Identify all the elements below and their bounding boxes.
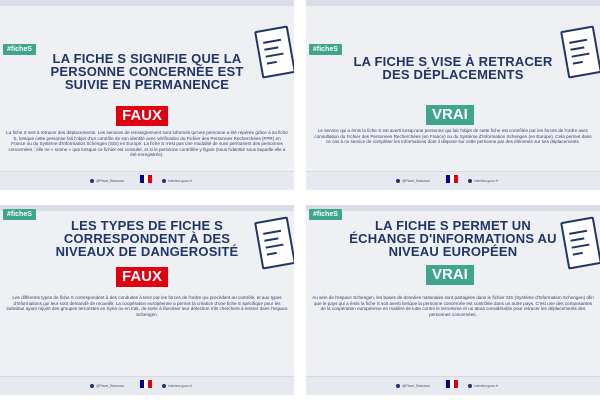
card-body-text: Les différents types de fiche S correspondent à des conduites à tenir par les forces de l'ordre qui procèdent au contrôle, et aux types d'informations qui leur sont demandé de recueillir. La coopération européenne a permis la création d'une fiche S spécifique pour les individus ayant rejoint des groupes terroristes en Syrie ou en Irak, de sorte à favoriser leur détection s'ils cherchent à rentrer dans l'espace Schengen. — [6, 295, 288, 317]
card-top-bar — [0, 205, 294, 211]
info-card-2 — [306, 0, 600, 190]
card-footer — [306, 376, 600, 395]
twitter-icon — [90, 179, 94, 183]
info-card-4 — [306, 205, 600, 395]
hashtag-label: #ficheS — [3, 44, 36, 55]
document-icon — [560, 216, 600, 269]
twitter-icon — [396, 179, 400, 183]
marianne-logo — [446, 175, 458, 183]
document-icon — [560, 25, 600, 78]
info-card-1 — [0, 0, 294, 190]
footer-site: interieur.gouv.fr — [468, 179, 498, 183]
globe-icon — [468, 179, 472, 183]
hashtag-label: #ficheS — [3, 209, 36, 220]
marianne-logo — [140, 380, 152, 388]
verdict-badge: FAUX — [116, 267, 168, 287]
hashtag-label: #ficheS — [309, 44, 342, 55]
verdict-badge: FAUX — [116, 106, 168, 126]
footer-handle: @Place_Beauvau — [90, 179, 124, 183]
info-card-3 — [0, 205, 294, 395]
card-top-bar — [306, 0, 600, 6]
card-title: LA FICHE S VISE À RETRACER DES DÉPLACEMENTS — [353, 54, 553, 82]
footer-handle: @Place_Beauvau — [396, 384, 430, 388]
document-icon — [254, 216, 294, 269]
card-title: LES TYPES DE FICHE S CORRESPONDENT À DES NIVEAUX DE DANGEROSITÉ — [55, 218, 239, 259]
marianne-logo — [446, 380, 458, 388]
footer-site: interieur.gouv.fr — [162, 384, 192, 388]
card-title: LA FICHE S SIGNIFIE QUE LA PERSONNE CONCERNÉE EST SUIVIE EN PERMANENCE — [50, 51, 244, 92]
footer-site: interieur.gouv.fr — [468, 384, 498, 388]
globe-icon — [468, 384, 472, 388]
document-icon — [254, 25, 294, 78]
card-footer — [0, 171, 294, 190]
footer-handle: @Place_Beauvau — [90, 384, 124, 388]
globe-icon — [162, 384, 166, 388]
hashtag-label: #ficheS — [309, 209, 342, 220]
verdict-badge: VRAI — [426, 105, 474, 125]
footer-site: interieur.gouv.fr — [162, 179, 192, 183]
globe-icon — [162, 179, 166, 183]
footer-handle: @Place_Beauvau — [396, 179, 430, 183]
card-top-bar — [0, 0, 294, 6]
card-body-text: La fiche S sert à retracer des déplacements. Les services de renseignement sont informés qu'une personne a été repérée grâce à sa fiche S, lorsque cette personne fait l'objet d'un contrôle de son identité avec vérification du Fichier des Personnes Recherchées (FPR) en France ou du Système d'Information Schengen (SIS) en Europe. La fiche S n'est pas une modalité de suivi permanent des personnes concernées : elle ne « sonne » que lorsque ce fichier est consulté, et si la personne contrôlée y figure (sous l'identité sous laquelle elle a été enregistrée). — [6, 130, 288, 158]
card-body-text: Le service qui a émis la fiche S est averti lorsqu'une personne qui fait l'objet de cette fiche est contrôlée par les forces de l'ordre avec consultation du Fichier des Personnes Recherchées (en France) ou du Système d'Information Schengen (en Europe). Cela permet dans ce cas à ce service de compléter les informations dont il dispose sur cette personne par des éléments sur ses déplacements. — [314, 128, 592, 145]
card-title: LA FICHE S PERMET UN ÉCHANGE D'INFORMATIONS AU NIVEAU EUROPÉEN — [349, 218, 557, 259]
marianne-logo — [140, 175, 152, 183]
card-footer — [306, 171, 600, 190]
card-top-bar — [306, 205, 600, 211]
verdict-badge: VRAI — [426, 265, 474, 285]
card-footer — [0, 376, 294, 395]
card-body-text: Au sein de l'espace Schengen, les bases de données nationales sont partagées dans le fichier SIS (Système d'Information Schengen) afin que le pays qui a émis la fiche S soit averti lorsque la personne concernée est contrôlée dans un autre pays. C'est une des composantes de la coopération européenne en matière de lutte contre le terrorisme et un atout considérable pour retracer les déplacements des personnes concernées. — [312, 295, 594, 317]
twitter-icon — [90, 384, 94, 388]
twitter-icon — [396, 384, 400, 388]
